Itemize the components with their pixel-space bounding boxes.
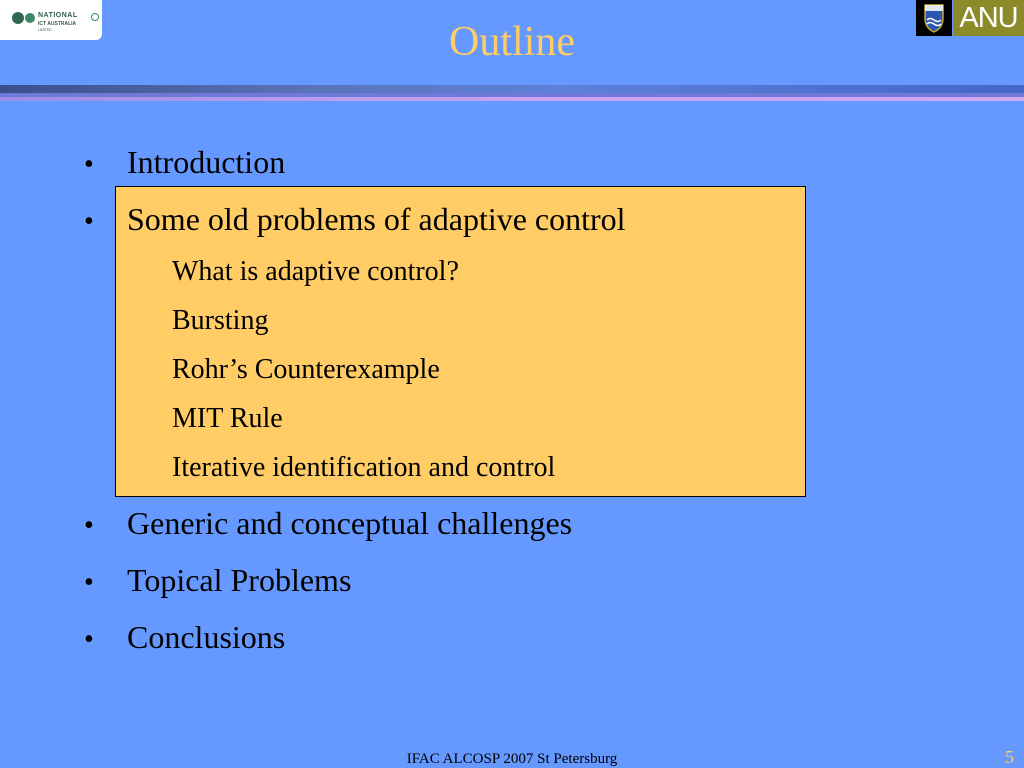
nicta-logo-line2: ICT AUSTRALIA (38, 21, 77, 27)
slide-title: Outline (449, 19, 575, 65)
outline-subitem (141, 304, 268, 337)
outline-item-topical-problems (84, 562, 351, 601)
page-number: 5 (1005, 747, 1014, 767)
outline-subitem (141, 451, 555, 484)
outline-item-label: Generic and conceptual challenges (127, 505, 573, 541)
outline-subitem (141, 255, 459, 288)
bullet-icon: • (84, 624, 94, 655)
bullet-icon: • (84, 510, 94, 541)
outline-subitem-label: MIT Rule (172, 403, 283, 434)
outline-subitem-label: What is adaptive control? (172, 256, 459, 287)
outline-item-label: Introduction (127, 144, 286, 180)
dash-icon: – (141, 358, 151, 380)
slide-footer: IFAC ALCOSP 2007 St Petersburg (406, 751, 618, 767)
nicta-logo-line3: LIMITED (38, 28, 52, 32)
outline-subitem-label: Bursting (172, 305, 269, 336)
outline-item-challenges (84, 505, 572, 544)
dash-icon: – (141, 260, 151, 282)
nicta-logo-line1: NATIONAL (38, 12, 78, 19)
outline-item-label: Topical Problems (127, 562, 352, 598)
title-divider (0, 85, 1024, 93)
bullet-icon: • (84, 567, 94, 598)
outline-item-introduction (84, 144, 285, 183)
bullet-icon: • (84, 206, 94, 237)
dash-icon: – (141, 456, 151, 478)
dash-icon: – (141, 309, 151, 331)
title-divider-light (0, 97, 1024, 101)
outline-item-conclusions (84, 619, 285, 658)
outline-item-old-problems (84, 201, 626, 240)
outline-item-label: Conclusions (127, 619, 286, 655)
outline-subitem (141, 353, 440, 386)
outline-subitem (141, 402, 283, 435)
outline-subitem-label: Iterative identification and control (172, 452, 556, 483)
dash-icon: – (141, 407, 151, 429)
anu-wordmark: ANU (953, 0, 1024, 36)
outline-subitem-label: Rohr’s Counterexample (172, 354, 440, 385)
bullet-icon: • (84, 149, 94, 180)
outline-item-label: Some old problems of adaptive control (127, 201, 626, 237)
